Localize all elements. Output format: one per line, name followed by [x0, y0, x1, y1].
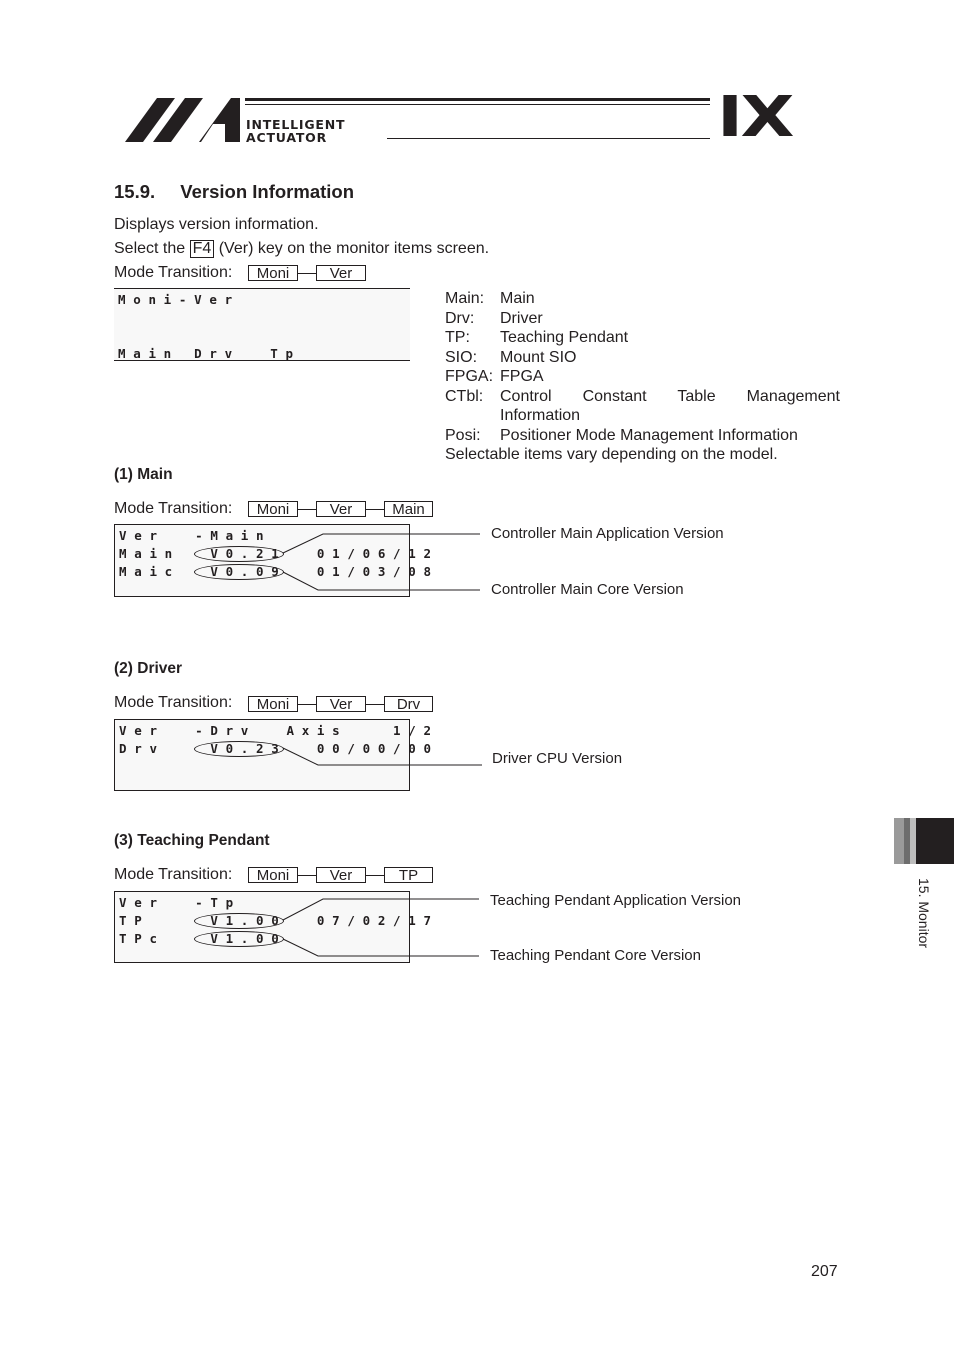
legend-value: Teaching Pendant: [500, 329, 629, 346]
legend-note: Selectable items vary depending on the model.: [445, 446, 778, 463]
mode-box-moni: Moni: [248, 265, 298, 281]
mode-box-ver: Ver: [316, 265, 366, 281]
mode-transition-label: Mode Transition:: [114, 500, 233, 517]
legend-row: [445, 328, 840, 348]
header-rule-bottom: [387, 138, 710, 139]
callout-label-main-app: Controller Main Application Version: [491, 525, 724, 542]
lcd-row-2: Main V0.21 01/06/12: [119, 546, 439, 561]
legend-value: Driver: [500, 309, 543, 327]
mode-connector: [298, 273, 316, 274]
version-highlight-oval: [194, 931, 284, 947]
subheading-tp: (3) Teaching Pendant: [114, 832, 270, 849]
chapter-tab: [894, 818, 954, 864]
version-highlight-oval: [194, 546, 284, 562]
mode-transition-label: Mode Transition:: [114, 866, 233, 883]
logo-text-ix: IX: [717, 85, 793, 150]
chapter-tab-block: [916, 818, 954, 864]
legend-value: Control Constant Table Management Information: [500, 387, 840, 424]
intro-line-2-pre: Select the: [114, 240, 190, 257]
section-heading: [114, 181, 354, 203]
legend-key: TP:: [445, 329, 470, 346]
lcd-row-1: Ver -Tp: [119, 895, 241, 910]
lcd-row-2: TP V1.00 07/02/17: [119, 913, 439, 928]
header-rule-top: [245, 98, 710, 101]
lcd-row-1: Ver -Drv Axis 1/2: [119, 723, 439, 738]
legend-row: [445, 367, 840, 387]
lcd-row-1: Moni-Ver: [118, 292, 240, 307]
header-rule-mid: [245, 104, 710, 105]
intro-line-2: [114, 239, 489, 259]
mode-box-main: Main: [384, 501, 433, 517]
mode-transition-label: Mode Transition:: [114, 694, 233, 711]
mode-box-tp: TP: [384, 867, 433, 883]
intro-line-1: Displays version information.: [114, 216, 319, 233]
callout-label-tp-app: Teaching Pendant Application Version: [490, 892, 742, 909]
legend-row: [445, 445, 840, 465]
mode-connector: [366, 875, 384, 876]
subheading-driver: (2) Driver: [114, 660, 183, 677]
lcd-row-3: TPc V1.00: [119, 931, 287, 946]
mode-box-ver: Ver: [316, 867, 366, 883]
logo-text-intelligent: INTELLIGENT: [246, 117, 346, 132]
legend-value: Positioner Mode Management Information: [500, 426, 798, 444]
section-number: 15.9.: [114, 181, 156, 202]
logo-text-actuator: ACTUATOR: [246, 130, 328, 145]
legend-row: [445, 309, 840, 329]
mode-connector: [366, 704, 384, 705]
header-logo: [125, 85, 830, 150]
legend-value: Mount SIO: [500, 348, 577, 366]
callout-label-tp-core: Teaching Pendant Core Version: [490, 947, 701, 964]
lcd-screen-top: [114, 288, 410, 361]
lcd-row-3: Maic V0.09 01/03/08: [119, 564, 439, 579]
legend-key: Posi:: [445, 426, 481, 444]
chapter-tab-stripe: [894, 818, 904, 864]
mode-box-moni: Moni: [248, 696, 298, 712]
legend-key: FPGA:: [445, 368, 494, 385]
mode-box-moni: Moni: [248, 501, 298, 517]
page-number: 207: [811, 1263, 838, 1280]
f4-key: F4: [190, 240, 215, 258]
lcd-row-1: Ver -Main: [119, 528, 272, 543]
mode-box-ver: Ver: [316, 696, 366, 712]
mode-box-drv: Drv: [384, 696, 433, 712]
section-title: Version Information: [180, 181, 355, 202]
legend-key: Drv:: [445, 309, 475, 327]
mode-connector: [298, 875, 316, 876]
chapter-tab-label: 15. Monitor: [916, 878, 932, 949]
mode-connector: [298, 509, 316, 510]
lcd-row-4: Main Drv Tp: [118, 346, 301, 361]
legend-key: Main:: [445, 290, 485, 307]
legend-key: SIO:: [445, 348, 478, 366]
legend-value: FPGA: [500, 368, 544, 385]
intro-line-2-post: (Ver) key on the monitor items screen.: [214, 240, 490, 257]
legend-row: [445, 426, 840, 446]
mode-connector: [298, 704, 316, 705]
legend-key: CTbl:: [445, 387, 484, 405]
mode-transition-label: Mode Transition:: [114, 264, 233, 281]
version-highlight-oval: [194, 564, 284, 580]
legend-row: [445, 289, 840, 309]
lcd-row-2: Drv V0.23 00/00/00: [119, 741, 439, 756]
callout-label-main-core: Controller Main Core Version: [491, 581, 684, 598]
version-highlight-oval: [194, 913, 284, 929]
subheading-main: (1) Main: [114, 466, 173, 483]
legend-value: Main: [500, 290, 535, 307]
menu-legend: [445, 289, 840, 465]
version-highlight-oval: [194, 741, 284, 757]
legend-row: [445, 348, 840, 368]
callout-label-driver-cpu: Driver CPU Version: [492, 750, 623, 767]
mode-connector: [366, 509, 384, 510]
legend-row: [445, 387, 840, 426]
mode-box-ver: Ver: [316, 501, 366, 517]
ia-logo-mark: [125, 94, 245, 146]
mode-box-moni: Moni: [248, 867, 298, 883]
